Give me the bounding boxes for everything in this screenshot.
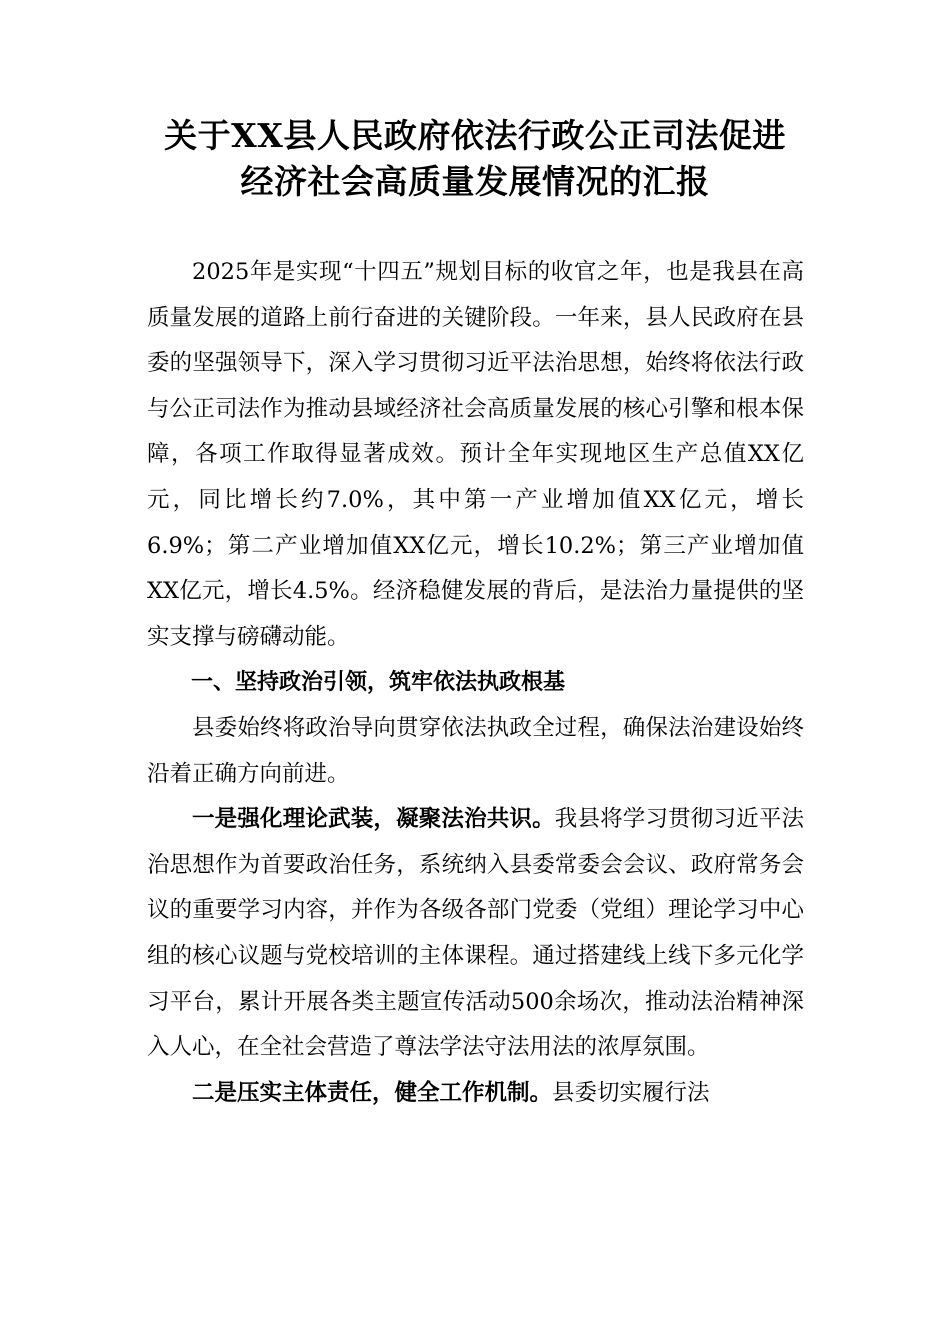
section-1-heading: 一、坚持政治引领，筑牢依法执政根基 (191, 670, 566, 696)
point-2-text: 县委切实履行法 (552, 1079, 710, 1106)
point-1-lead: 一是强化理论武装，凝聚法治共识。 (192, 806, 555, 833)
point-2-paragraph (147, 1071, 804, 1117)
section-1-intro-paragraph: 县委始终将政治导向贯穿依法执政全过程，确保法治建设始终沿着正确方向前进。 (147, 714, 804, 787)
document-body (147, 250, 804, 1116)
intro-paragraph: 2025年是实现“十四五”规划目标的收官之年，也是我县在高质量发展的道路上前行奋进的关键阶段。一年来，县人民政府在县委的坚强领导下，深入学习贯彻习近平法治思想，始终将依法行政与公正司法作为推动县域经济社会高质量发展的核心引擎和根本保障，各项工作取得显著成效。预计全年实现地区生产总值XX亿元，同比增长约7.0%，其中第一产业增加值XX亿元，增长6.9%；第二产业增加值XX亿元，增长10.2%；第三产业增加值XX亿元，增长4.5%。经济稳健发展的背后，是法治力量提供的坚实支撑与磅礴动能。 (147, 259, 804, 650)
title-line-2: 经济社会高质量发展情况的汇报 (240, 162, 710, 201)
title-line-1: 关于XX县人民政府依法行政公正司法促进 (164, 116, 786, 155)
point-1-text: 我县将学习贯彻习近平法治思想作为首要政治任务，系统纳入县委常委会会议、政府常务会议的重要学习内容，并作为各级各部门党委（党组）理论学习中心组的核心议题与党校培训的主体课程。通过搭建线上线下多元化学习平台，累计开展各类主题宣传活动500余场次，推动法治精神深入人心，在全社会营造了尊法学法守法用法的浓厚氛围。 (147, 806, 804, 1061)
document-title (100, 113, 850, 205)
point-1-paragraph (147, 797, 804, 1071)
point-2-lead: 二是压实主体责任，健全工作机制。 (192, 1079, 553, 1106)
